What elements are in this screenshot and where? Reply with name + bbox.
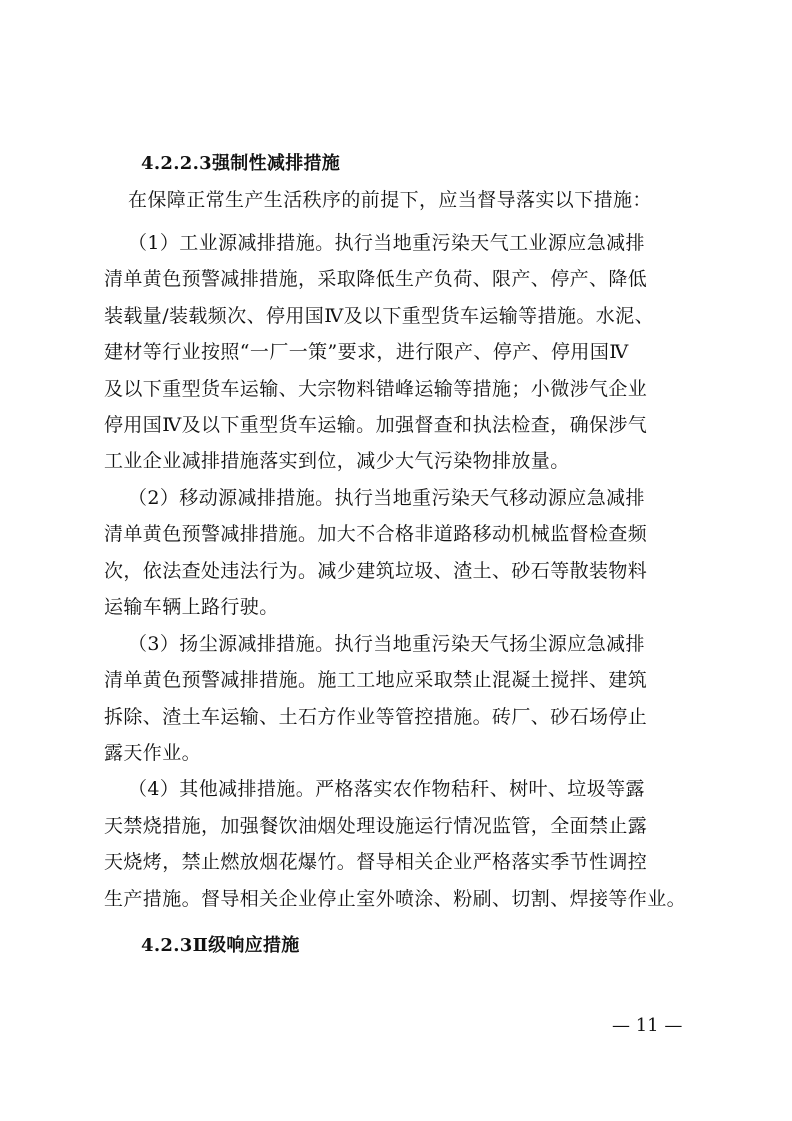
paragraph-line: 工业企业减排措施落实到位，减少大气污染物排放量。: [104, 450, 570, 472]
paragraph-line: 拆除、渣土车运输、土石方作业等管控措施。砖厂、砂石场停止: [104, 706, 648, 728]
paragraph-line: 建材等行业按照“一厂一策”要求，进行限产、停产、停用国Ⅳ: [104, 341, 629, 363]
paragraph-line: （1）工业源减排措施。执行当地重污染天气工业源应急减排: [128, 232, 645, 254]
paragraph-line: 清单黄色预警减排措施。加大不合格非道路移动机械监督检查频: [104, 523, 648, 545]
paragraph-line: 清单黄色预警减排措施。施工工地应采取禁止混凝土搅拌、建筑: [104, 669, 648, 691]
paragraph-line: 生产措施。督导相关企业停止室外喷涂、粉刷、切割、焊接等作业。: [104, 888, 687, 910]
page-number: — 11 —: [612, 1015, 683, 1036]
paragraph-line: 清单黄色预警减排措施，采取降低生产负荷、限产、停产、降低: [104, 268, 648, 290]
section-heading-4-2-3: 4.2.3Ⅱ级响应措施: [141, 935, 300, 956]
paragraph-line: （3）扬尘源减排措施。执行当地重污染天气扬尘源应急减排: [128, 633, 645, 655]
section-heading-4-2-2-3: 4.2.2.3强制性减排措施: [141, 153, 341, 174]
paragraph-line: 运输车辆上路行驶。: [104, 596, 279, 618]
paragraph-line: 在保障正常生产生活秩序的前提下，应当督导落实以下措施：: [128, 189, 652, 211]
paragraph-line: 装载量/装载频次、停用国Ⅳ及以下重型货车运输等措施。水泥、: [104, 305, 654, 327]
paragraph-line: （2）移动源减排措施。执行当地重污染天气移动源应急减排: [128, 487, 645, 509]
paragraph-line: 露天作业。: [104, 742, 202, 764]
paragraph-line: （4）其他减排措施。严格落实农作物秸秆、树叶、垃圾等露: [128, 778, 645, 800]
paragraph-line: 天禁烧措施，加强餐饮油烟处理设施运行情况监管，全面禁止露: [104, 815, 648, 837]
paragraph-line: 及以下重型货车运输、大宗物料错峰运输等措施；小微涉气企业: [104, 378, 648, 400]
paragraph-line: 天烧烤，禁止燃放烟花爆竹。督导相关企业严格落实季节性调控: [104, 851, 648, 873]
paragraph-line: 次，依法查处违法行为。减少建筑垃圾、渣土、砂石等散装物料: [104, 560, 648, 582]
paragraph-line: 停用国Ⅳ及以下重型货车运输。加强督查和执法检查，确保涉气: [104, 414, 648, 436]
